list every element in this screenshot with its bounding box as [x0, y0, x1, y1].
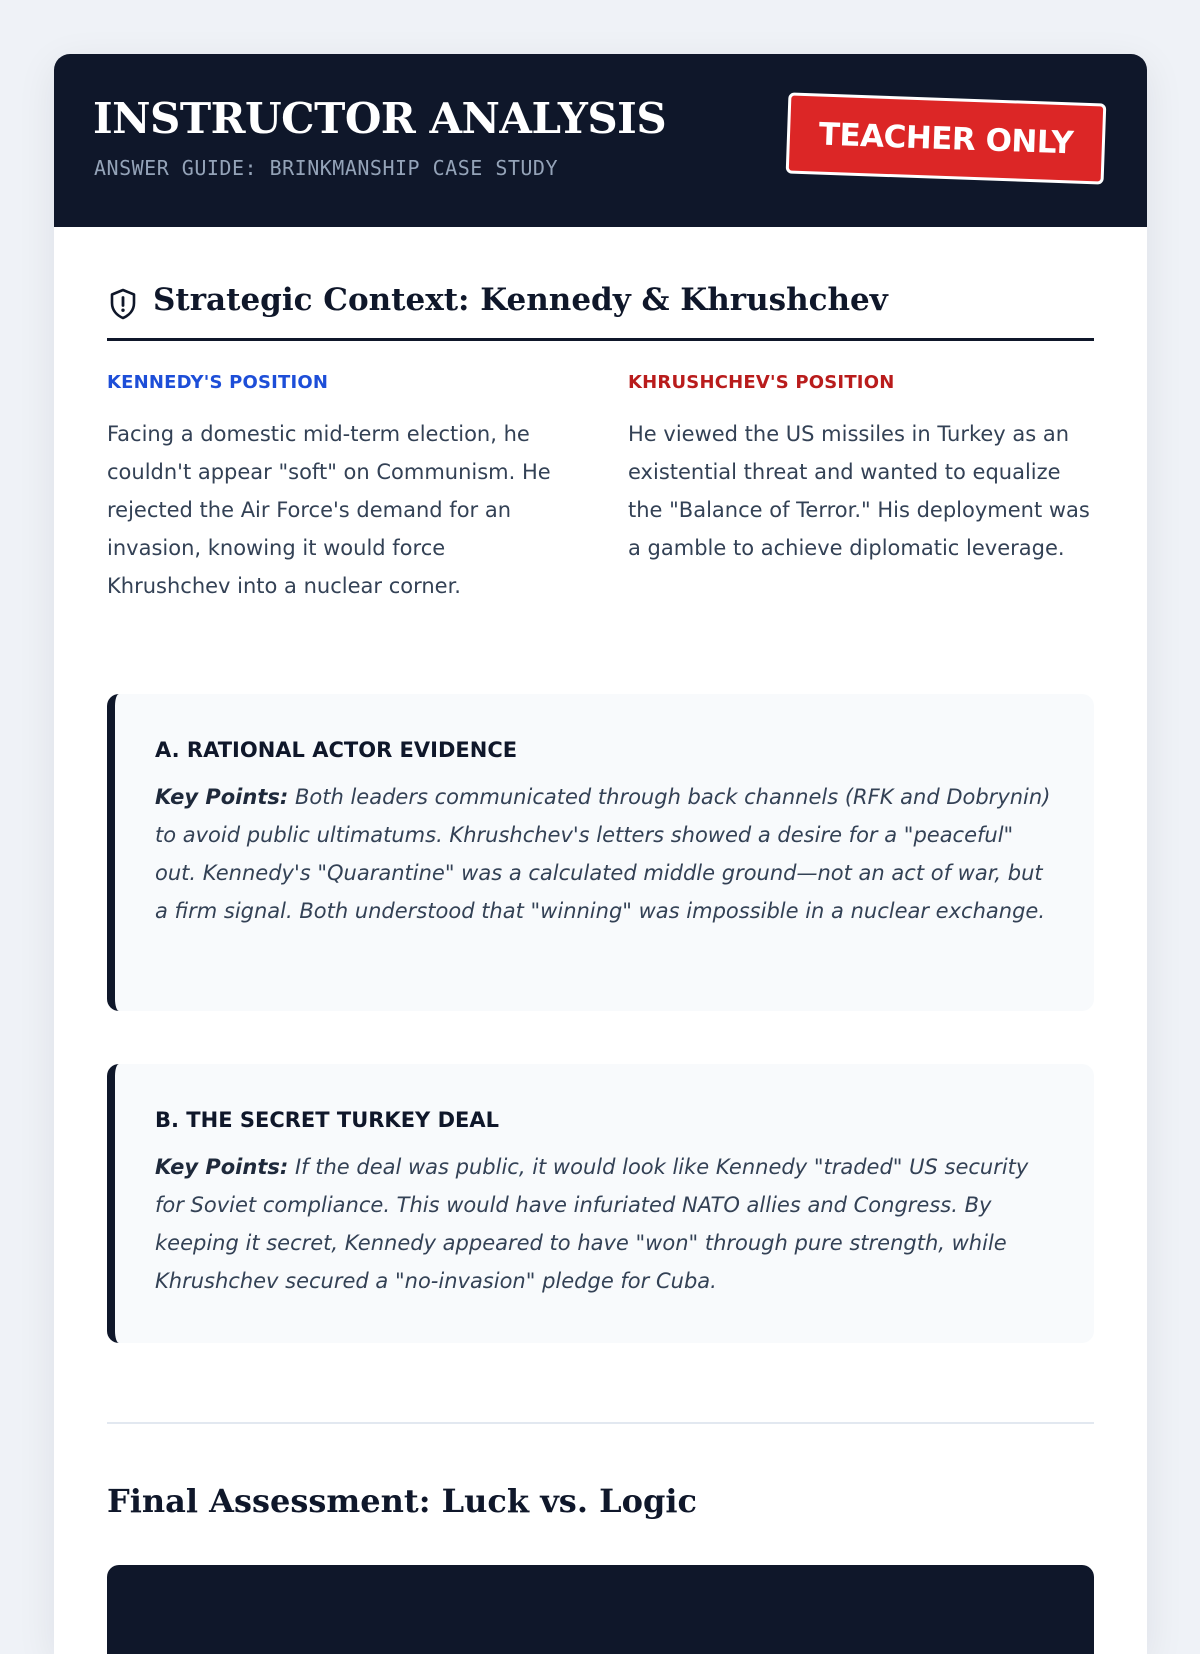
rational-actor-box — [107, 694, 1094, 1011]
box-text — [155, 778, 1055, 930]
box-title: B. THE SECRET TURKEY DEAL — [155, 1108, 499, 1132]
teacher-only-stamp: TEACHER ONLY — [786, 92, 1107, 184]
key-points-body: If the deal was public, it would look like Kennedy "traded" US security for Soviet compliance. This would have infuriated NATO allies and Congress. By keeping it secret, Kennedy appeared to have "won" through pure strength, while Khrushchev secured a "no-invasion" pledge for Cuba. — [155, 1155, 1029, 1293]
key-points-label: Key Points: — [155, 1155, 289, 1179]
secret-turkey-deal-box — [107, 1064, 1094, 1343]
key-points-body: Both leaders communicated through back channels (RFK and Dobrynin) to avoid public ultimatums. Khrushchev's letters showed a desire for a "peaceful" out. Kennedy's "Quarantine" was a calculated middle ground—not an act of war, but a firm signal. Both understood that "winning" was impossible in a nuclear exchange. — [155, 785, 1051, 923]
kennedy-position-label: KENNEDY'S POSITION — [107, 372, 329, 393]
strategic-context-header — [107, 280, 1094, 341]
answer-guide-card — [54, 54, 1147, 1654]
page-title: INSTRUCTOR ANALYSIS — [93, 94, 667, 143]
final-assessment-panel — [107, 1565, 1094, 1654]
shield-icon — [107, 287, 139, 321]
section-divider — [107, 1422, 1094, 1424]
key-points-label: Key Points: — [155, 785, 289, 809]
kennedy-position-text: Facing a domestic mid-term election, he couldn't appear "soft" on Communism. He rejected the Air Force's demand for an invasion, knowing it would force Khrushchev into a nuclear corner. — [107, 422, 551, 598]
khrushchev-position-text: He viewed the US missiles in Turkey as an existential threat and wanted to equalize the "Balance of Terror." His deployment was a gamble to achieve diplomatic leverage. — [628, 422, 1090, 560]
box-text — [155, 1148, 1055, 1300]
section-title: Strategic Context: Kennedy & Khrushchev — [153, 282, 888, 318]
box-title: A. RATIONAL ACTOR EVIDENCE — [155, 738, 518, 762]
page-subtitle: ANSWER GUIDE: BRINKMANSHIP CASE STUDY — [94, 156, 559, 180]
final-assessment-title: Final Assessment: Luck vs. Logic — [107, 1482, 697, 1520]
khrushchev-position-label: KHRUSHCHEV'S POSITION — [628, 372, 895, 393]
header-banner — [54, 54, 1147, 227]
